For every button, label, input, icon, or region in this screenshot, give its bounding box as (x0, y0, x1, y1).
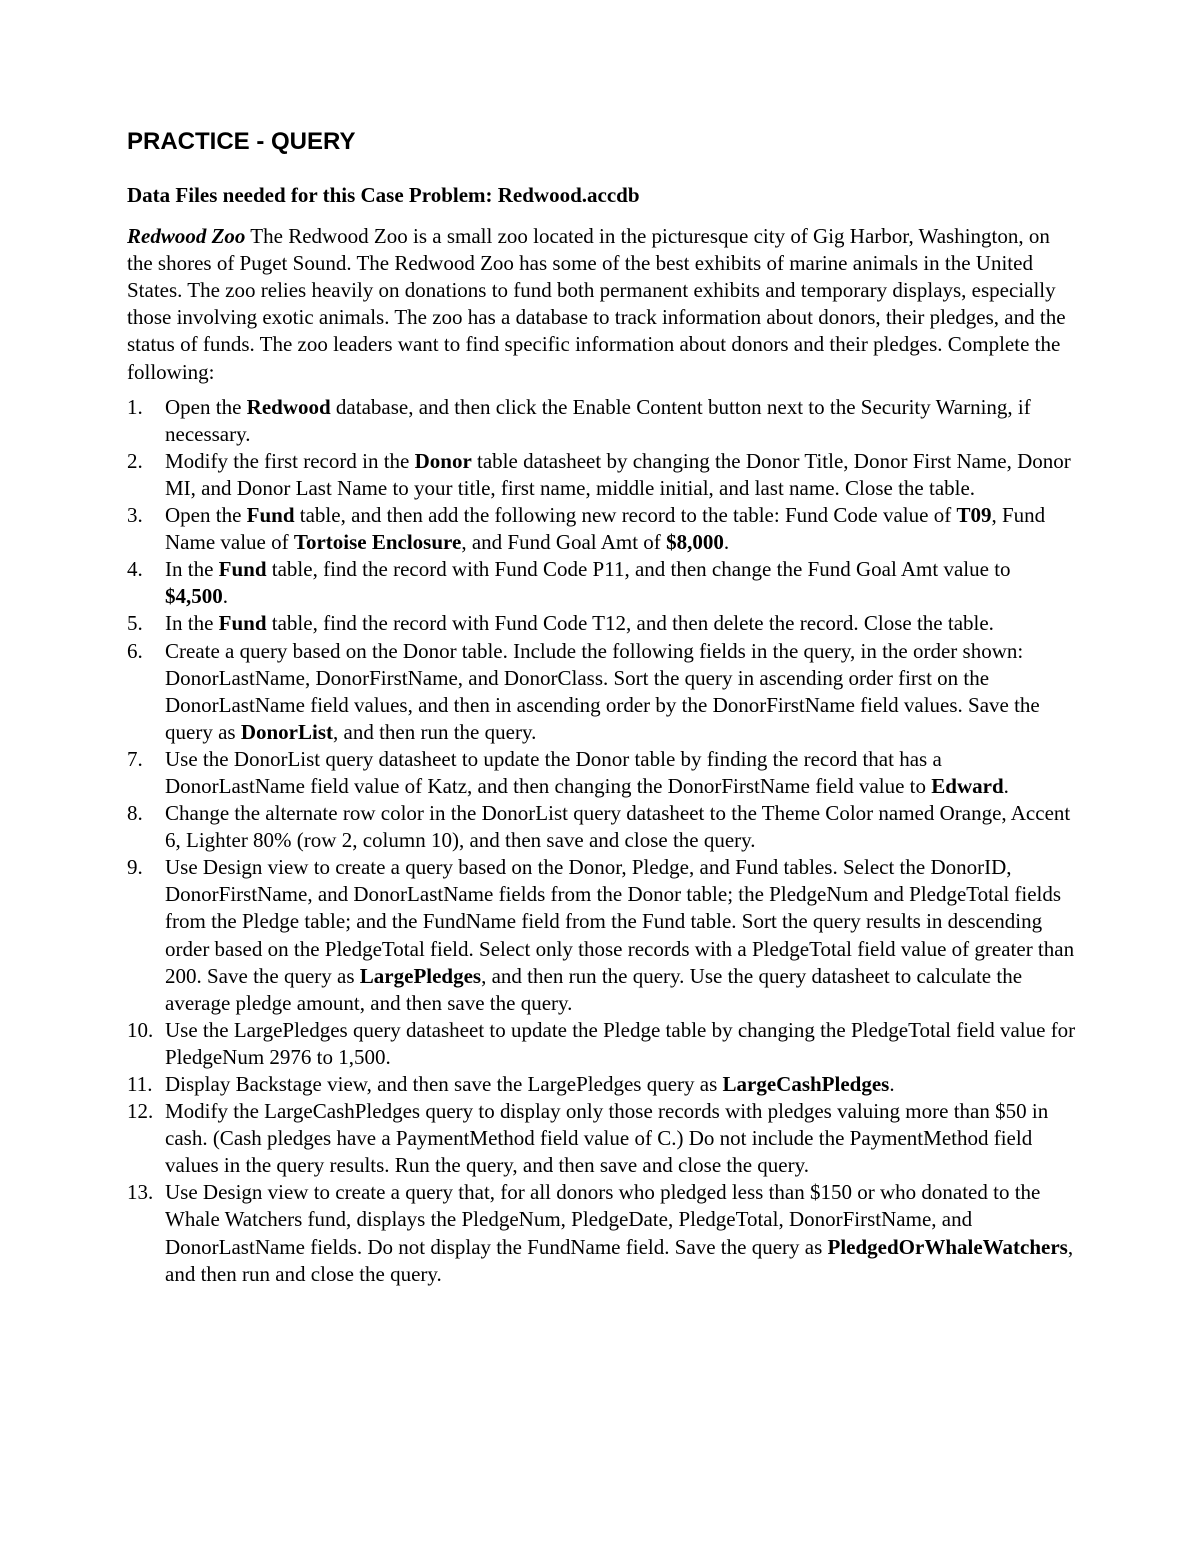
intro-lead: Redwood Zoo (127, 224, 246, 249)
step-text: In the (165, 611, 219, 636)
step-text: . (1003, 773, 1009, 798)
intro-text: The Redwood Zoo is a small zoo located in the picturesque city of Gig Harbor, Washington, on the shores of Puget Sound. The Redwood Zoo has some of the best exhibits of marine animals in the United States. The zoo relies heavily on donations to fund both permanent exhibits and temporary displays, especially those involving exotic animals. The zoo has a database to track information about donors, their pledges, and the status of funds. The zoo leaders want to find specific information about donors and their pledges. Complete the following: (127, 224, 1066, 384)
step-text: Use Design view to create a query that, for all donors who pledged less than $150 or who donated to the Whale Watchers fund, displays the PledgeNum, PledgeDate, PledgeTotal, DonorFirstName, and DonorLastName fields. Do not display the FundName field. Save the query as (165, 1180, 1041, 1259)
step-emphasis: Tortoise Enclosure (293, 530, 462, 555)
list-item (127, 854, 1077, 1017)
step-number: 3. (127, 503, 143, 528)
step-emphasis: Donor (414, 448, 472, 473)
step-text: table, find the record with Fund Code T12, and then delete the record. Close the table. (266, 611, 994, 636)
step-text: table datasheet by changing the Donor Title, Donor First Name, Donor MI, and Donor Last Name to your title, first name, middle initial, and last name. Close the table. (165, 448, 1071, 500)
step-number: 13. (127, 1180, 154, 1205)
step-number: 1. (127, 394, 143, 419)
step-number: 6. (127, 638, 143, 663)
steps-list (127, 394, 1077, 1288)
step-emphasis: Fund (218, 611, 267, 636)
step-emphasis: Redwood (246, 394, 331, 419)
step-text: Modify the LargeCashPledges query to display only those records with pledges valuing more than $50 in cash. (Cash pledges have a PaymentMethod field value of C.) Do not include the PaymentMethod field values in the query results. Run the query, and then save and close the query. (165, 1099, 1049, 1178)
list-item (127, 638, 1077, 746)
step-text: , and Fund Goal Amt of (461, 530, 667, 555)
step-text: . (889, 1072, 895, 1096)
step-emphasis: PledgedOrWhaleWatchers (827, 1234, 1068, 1259)
step-number: 9. (127, 855, 143, 880)
list-item (127, 1071, 1077, 1098)
step-text: Change the alternate row color in the DonorList query datasheet to the Theme Color named Orange, Accent 6, Lighter 80% (row 2, column 10), and then save and close the query. (165, 801, 1071, 853)
step-emphasis: LargeCashPledges (722, 1072, 890, 1096)
data-files-line: Data Files needed for this Case Problem: Redwood.accdb (127, 183, 640, 207)
step-text: Use the LargePledges query datasheet to update the Pledge table by changing the PledgeTotal field value for PledgeNum 2976 to 1,500. (165, 1017, 1076, 1069)
list-item (127, 746, 1077, 800)
step-text: Display Backstage view, and then save the LargePledges query as (165, 1072, 723, 1096)
step-emphasis: Fund (218, 557, 267, 582)
list-item (127, 1098, 1077, 1179)
step-text: Use Design view to create a query based on the Donor, Pledge, and Fund tables. Select the DonorID, DonorFirstName, and DonorLastName fields from the Donor table; the PledgeNum and PledgeTotal fields from the Pledge table; and the FundName field from the Fund table. Sort the query results in descending order based on the PledgeTotal field. Select only those records with a PledgeTotal field value of greater than 200. Save the query as (165, 855, 1075, 988)
step-number: 12. (127, 1099, 154, 1124)
list-item (127, 1017, 1077, 1071)
step-text: , and then run and close the query. (165, 1234, 1074, 1286)
step-text: , and then run the query. (333, 719, 537, 744)
list-item (127, 394, 1077, 448)
step-number: 8. (127, 801, 143, 826)
step-number: 2. (127, 448, 143, 473)
list-item (127, 610, 1077, 637)
step-emphasis: Fund (246, 503, 295, 528)
step-text: Open the (165, 394, 247, 419)
list-item (127, 800, 1077, 854)
list-item (127, 448, 1077, 502)
document-content (127, 126, 1077, 1288)
step-text: . (723, 530, 730, 555)
step-emphasis: T09 (956, 503, 992, 528)
step-text: In the (165, 557, 219, 582)
step-text: . (222, 584, 228, 609)
step-number: 11. (127, 1072, 153, 1096)
step-number: 7. (127, 746, 143, 771)
step-emphasis: $4,500 (165, 584, 223, 609)
step-emphasis: LargePledges (359, 963, 482, 988)
page-title: PRACTICE - QUERY (127, 128, 356, 155)
step-text: table, find the record with Fund Code P11, and then change the Fund Goal Amt value to (266, 557, 1011, 582)
step-text: Modify the first record in the (165, 448, 415, 473)
step-emphasis: $8,000 (666, 530, 724, 555)
list-item (127, 556, 1077, 610)
step-text: database, and then click the Enable Content button next to the Security Warning, if necessary. (165, 394, 1031, 446)
list-item (127, 502, 1077, 556)
step-emphasis: Edward (931, 773, 1004, 798)
step-text: table, and then add the following new record to the table: Fund Code value of (294, 503, 957, 528)
step-number: 5. (127, 611, 143, 636)
intro-paragraph (127, 223, 1077, 386)
list-item (127, 1179, 1077, 1287)
step-text: , Fund Name value of (165, 503, 1046, 555)
step-text: Open the (165, 503, 247, 528)
step-text: , and then run the query. Use the query datasheet to calculate the average pledge amount, and then save the query. (165, 963, 1023, 1015)
step-text: Create a query based on the Donor table. Include the following fields in the query, in the order shown: DonorLastName, DonorFirstName, and DonorClass. Sort the query in ascending order first on the DonorLastName field values, and then in ascending order by the DonorFirstName field values. Save the query as (165, 638, 1040, 744)
step-number: 4. (127, 557, 143, 582)
step-emphasis: DonorList (240, 719, 333, 744)
step-number: 10. (127, 1017, 154, 1042)
step-text: Use the DonorList query datasheet to update the Donor table by finding the record that has a DonorLastName field value of Katz, and then changing the DonorFirstName field value to (165, 746, 942, 798)
